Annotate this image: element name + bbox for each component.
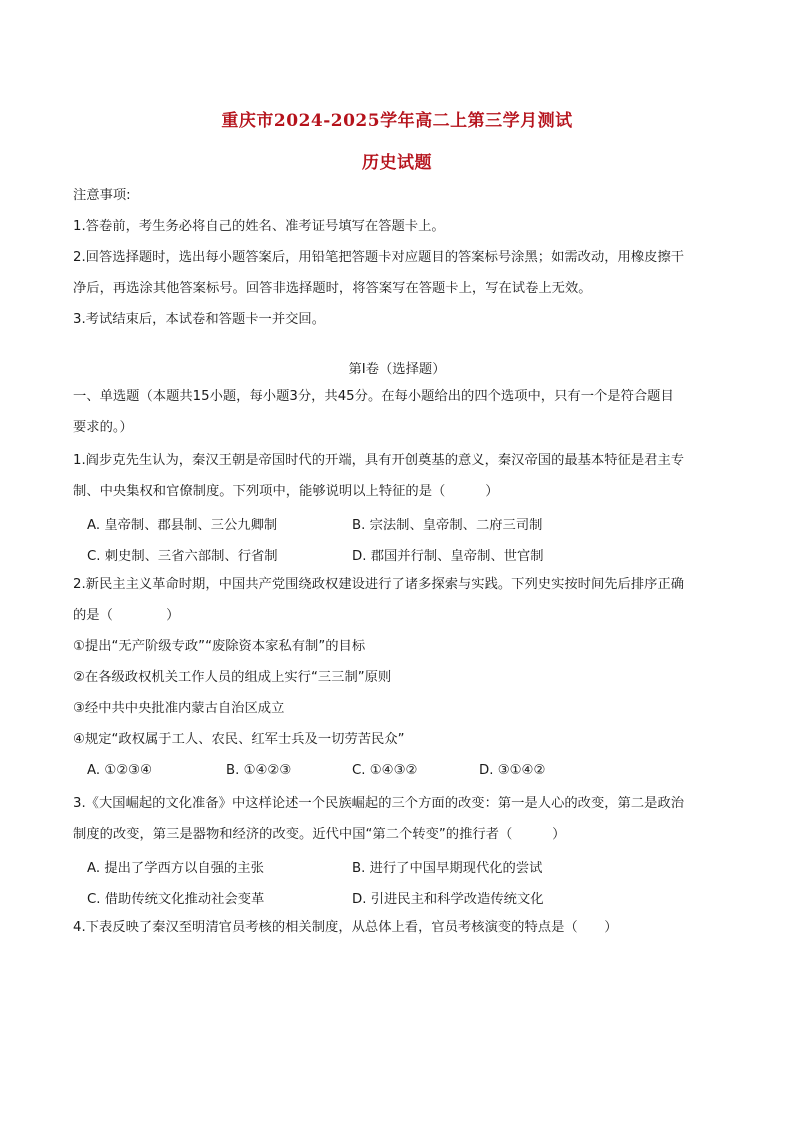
notice-item-3: 3.考试结束后，本试卷和答题卡一并交回。 — [73, 312, 326, 327]
question-1-option-a: A. 皇帝制、郡县制、三公九卿制 — [87, 518, 278, 533]
question-1-option-b: B. 宗法制、皇帝制、二府三司制 — [352, 518, 543, 533]
question-2-option-d: D. ③①④② — [479, 763, 546, 778]
notice-heading: 注意事项: — [73, 188, 131, 203]
section-instructions-line-1: 一、单选题（本题共15小题，每小题3分，共45分。在每小题给出的四个选项中，只有一个是符合题目 — [73, 389, 674, 404]
question-1-line-2: 制、中央集权和官僚制度。下列项中，能够说明以上特征的是（ ） — [73, 484, 499, 499]
exam-title: 重庆市2024-2025学年高二上第三学月测试 — [221, 111, 573, 131]
question-2-item-3: ③经中共中央批准内蒙古自治区成立 — [73, 701, 285, 716]
exam-subtitle: 历史试题 — [362, 153, 432, 173]
question-1-option-c: C. 刺史制、三省六部制、行省制 — [87, 549, 278, 564]
question-1-line-1: 1.阎步克先生认为，秦汉王朝是帝国时代的开端，具有开创奠基的意义，秦汉帝国的最基本特征是君主专 — [73, 453, 685, 468]
question-2-item-4: ④规定“政权属于工人、农民、红军士兵及一切劳苦民众” — [73, 732, 405, 747]
question-2-option-b: B. ①④②③ — [226, 763, 292, 778]
question-3-line-2: 制度的改变，第三是器物和经济的改变。近代中国“第二个转变”的推行者（ ） — [73, 827, 566, 842]
notice-item-2-line-1: 2.回答选择题时，选出每小题答案后，用铅笔把答题卡对应题目的答案标号涂黑；如需改动，用橡皮擦干 — [73, 250, 685, 265]
question-3-line-1: 3.《大国崛起的文化准备》中这样论述一个民族崛起的三个方面的改变：第一是人心的改变，第二是政治 — [73, 796, 685, 811]
question-3-option-b: B. 进行了中国早期现代化的尝试 — [352, 861, 543, 876]
question-2-line-2: 的是（ ） — [73, 608, 180, 623]
question-2-option-c: C. ①④③② — [352, 763, 418, 778]
question-4-line-1: 4.下表反映了秦汉至明清官员考核的相关制度，从总体上看，官员考核演变的特点是（ ） — [73, 920, 618, 935]
question-3-option-c: C. 借助传统文化推动社会变革 — [87, 892, 265, 907]
question-1-option-d: D. 郡国并行制、皇帝制、世官制 — [352, 549, 544, 564]
question-3-option-d: D. 引进民主和科学改造传统文化 — [352, 892, 544, 907]
section-title: 第Ⅰ卷（选择题） — [348, 362, 446, 377]
notice-item-2-line-2: 净后，再选涂其他答案标号。回答非选择题时，将答案写在答题卡上，写在试卷上无效。 — [73, 281, 592, 296]
question-2-item-1: ①提出“无产阶级专政”“废除资本家私有制”的目标 — [73, 639, 366, 654]
question-2-line-1: 2.新民主主义革命时期，中国共产党围绕政权建设进行了诸多探索与实践。下列史实按时间先后排序正确 — [73, 577, 685, 592]
question-2-item-2: ②在各级政权机关工作人员的组成上实行“三三制”原则 — [73, 670, 392, 685]
question-3-option-a: A. 提出了学西方以自强的主张 — [87, 861, 264, 876]
section-instructions-line-2: 要求的。） — [73, 420, 133, 435]
notice-item-1: 1.答卷前，考生务必将自己的姓名、准考证号填写在答题卡上。 — [73, 219, 445, 234]
question-2-option-a: A. ①②③④ — [87, 763, 152, 778]
